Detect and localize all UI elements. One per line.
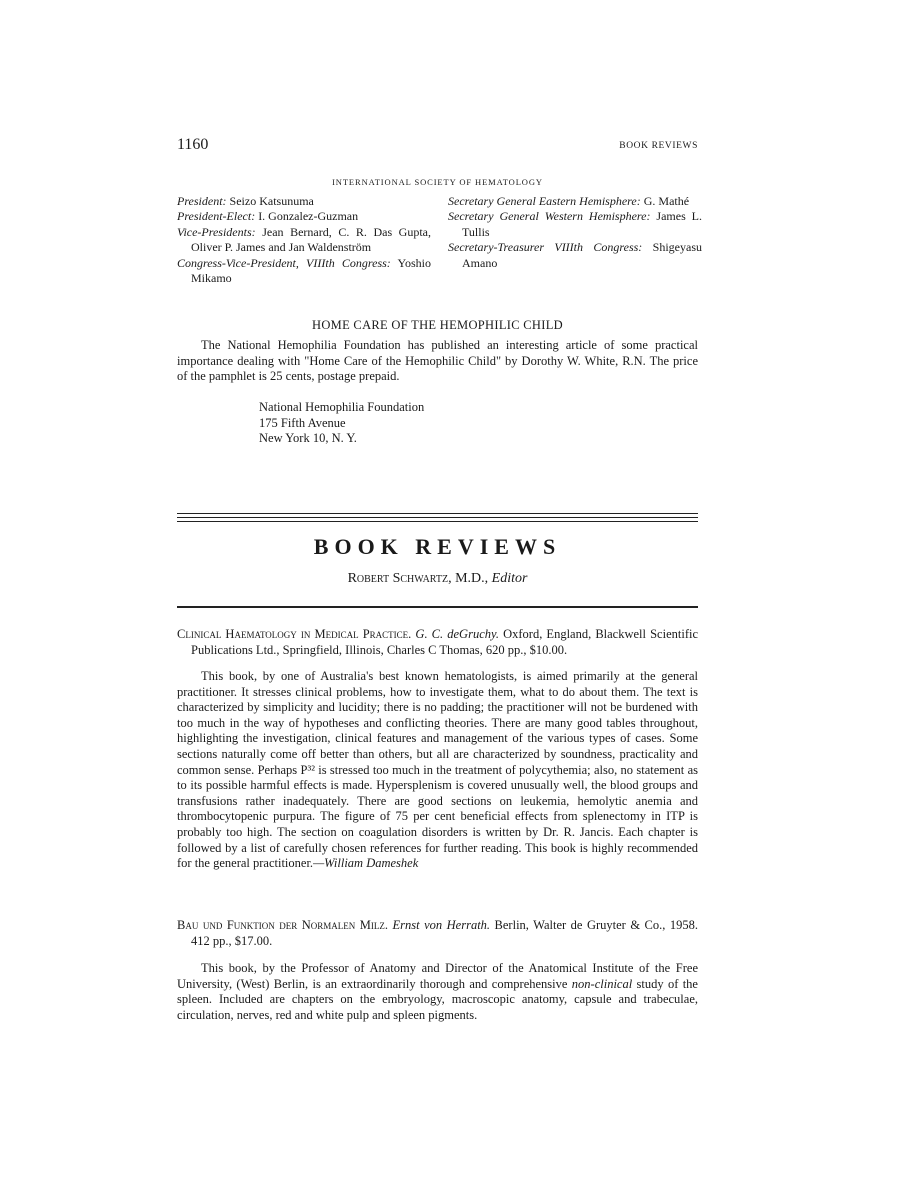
officer-role: Secretary-Treasurer VIIIth Congress: — [448, 240, 643, 255]
officer-role: Vice-Presidents: — [177, 224, 256, 239]
address-line: 175 Fifth Avenue — [259, 415, 346, 430]
officer-names: G. Mathé — [643, 194, 690, 208]
divider-line — [177, 517, 698, 518]
book-title: Bau und Funktion der Normalen Milz. — [177, 918, 389, 932]
review-text: This book, by the Professor of Anatomy and Director of the Anatomical Institute of the Free University, (West) Berlin, is an extraordinarily thorough and comprehensive — [177, 961, 698, 991]
review-citation — [177, 918, 698, 949]
officer-names: I. Gonzalez-Guzman — [258, 209, 359, 224]
citation-line — [177, 918, 699, 949]
officer-role: President: — [177, 194, 227, 208]
review-text: This book, by one of Australia's best known hematologists, is aimed primarily at the general practitioner. It stresses clinical problems, how to investigate them, what to do about them. The text is characterized by simplicity and lucidity; there is no padding; the practitioner will not be burdened with too much in the way of hypotheses and conflicting theories. There are many good tables throughout, highlighting the investigation, clinical features and management of the various types of cases. Some sections naturally come off better than others, but all are characterized by soundness, practicality and common sense. Perhaps P³² is stressed too much in the treatment of polycythemia; also, no statement as to its possible harmful effects is made. Hypersplenism is covered unusually well, the blood groups and transfusions rather inadequately. There are good sections on leukemia, hemolytic anemia and thrombocytopenic purpura. The figure of 75 per cent beneficial effects from splenectomy in ITP is probably too high. The section on coagulation disorders is written by Dr. R. Jancis. Each chapter is followed by a list of carefully chosen references for further reading. This book is highly recommended for the general practitioner. — [177, 669, 698, 871]
page-number: 1160 — [177, 136, 209, 153]
officer-names: Yoshio Mikamo — [191, 255, 431, 286]
address-line: National Hemophilia Foundation — [259, 400, 425, 414]
divider-line — [177, 521, 698, 522]
officer-entry — [177, 194, 431, 209]
officer-entry — [177, 256, 431, 287]
officer-role: Secretary General Western Hemisphere: — [448, 209, 651, 224]
book-title: Clinical Haematology in Medical Practice. — [177, 627, 412, 641]
book-publisher: Berlin, Walter de Gruyter & Co., 1958. 412 pp., $17.00. — [191, 918, 699, 948]
book-publisher: Oxford, England, Blackwell Scientific Publications Ltd., Springfield, Illinois, Charles C Thomas, 620 pp., $10.00. — [191, 627, 699, 657]
book-reviews-editor — [177, 571, 698, 587]
citation-line — [177, 627, 699, 658]
running-head — [177, 136, 698, 158]
officer-entry — [177, 209, 431, 224]
officer-entry — [448, 240, 702, 271]
officer-role: Secretary General Eastern Hemisphere: — [448, 194, 641, 208]
editor-role: Editor — [491, 571, 528, 586]
review-text: study of the spleen. Included are chapters on the embryology, macroscopic anatomy, capsule and trabeculae, circulation, nerves, red and white pulp and spleen pigments. — [177, 976, 698, 1022]
officer-role: President-Elect: — [177, 209, 256, 224]
running-section-label: BOOK REVIEWS — [619, 141, 698, 151]
officer-entry — [177, 225, 431, 256]
notice-title: HOME CARE OF THE HEMOPHILIC CHILD — [312, 318, 563, 332]
review-emphasis: non-clinical — [571, 976, 633, 991]
officers-left-column — [177, 194, 431, 286]
officers-right-column — [448, 194, 702, 271]
officer-names: James L. Tullis — [462, 209, 703, 239]
review-citation — [177, 627, 698, 658]
section-divider — [177, 513, 698, 525]
divider-line — [177, 513, 698, 514]
officer-entry — [448, 209, 702, 240]
book-reviews-title: BOOK REVIEWS — [313, 534, 562, 559]
editor-degree: , M.D., — [448, 571, 492, 586]
address-line: New York 10, N. Y. — [259, 431, 357, 446]
book-author: G. C. deGruchy. — [415, 627, 499, 641]
notice-body: The National Hemophilia Foundation has published an interesting article of some practical importance dealing with "Home Care of the Hemophilic Child" by Dorothy W. White, R.N. The price of the pamphlet is 25 cents, postage prepaid. — [177, 338, 698, 384]
editor-name: Robert Schwartz — [347, 571, 449, 586]
society-title: INTERNATIONAL SOCIETY OF HEMATOLOGY — [332, 177, 543, 187]
book-author: Ernst von Herrath. — [392, 918, 491, 932]
review-body — [177, 961, 698, 1023]
foundation-address — [259, 400, 424, 447]
officer-names: Jean Bernard, C. R. Das Gupta, Oliver P. James and Jan Waldenström — [191, 224, 432, 255]
review-body — [177, 669, 698, 872]
officer-names: Shigeyasu Amano — [462, 240, 702, 270]
officer-names: Seizo Katsunuma — [229, 194, 314, 208]
heading-rule — [177, 606, 698, 608]
officer-entry — [448, 194, 702, 209]
officer-role: Congress-Vice-President, VIIIth Congress: — [177, 255, 391, 270]
reviewer-signature: —William Dameshek — [313, 856, 419, 871]
